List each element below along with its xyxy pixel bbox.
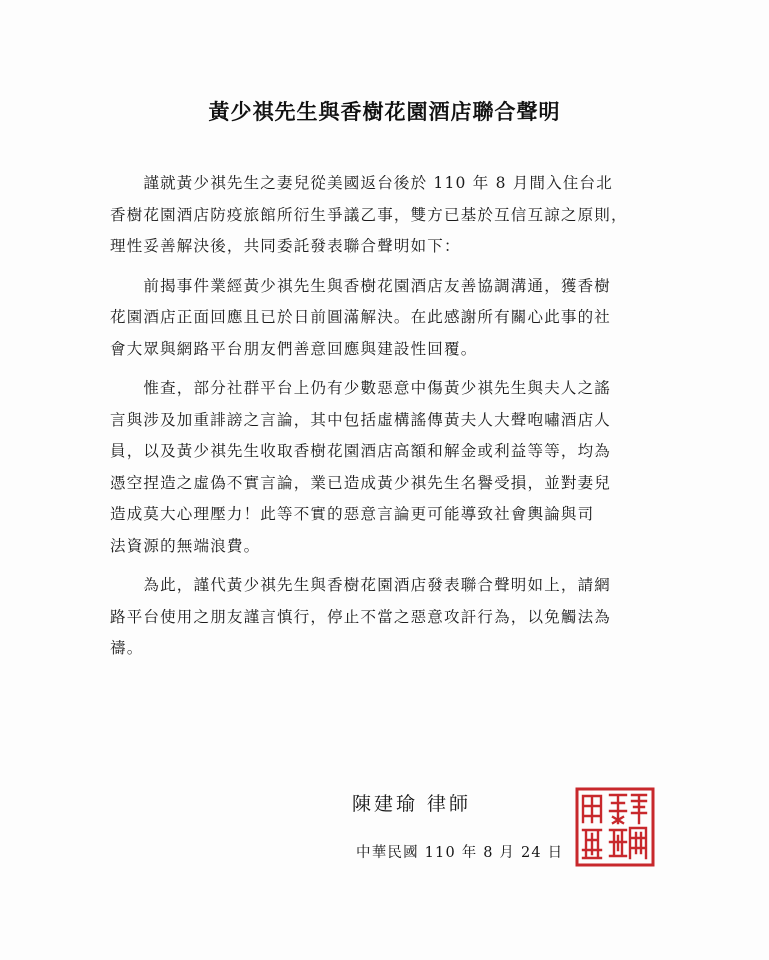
paragraph-line: 前揭事件業經黃少祺先生與香樹花園酒店友善協調溝通，獲香樹	[110, 276, 612, 295]
paragraph-line: 法資源的無端浪費。	[110, 536, 261, 555]
paragraph-line: 理性妥善解決後，共同委託發表聯合聲明如下：	[110, 237, 461, 255]
lawyer-seal-stamp	[574, 786, 656, 868]
paragraph-4	[110, 570, 685, 665]
seal-icon	[574, 786, 656, 868]
paragraph-line: 造成莫大心理壓力！此等不實的惡意言論更可能導致社會輿論與司	[110, 505, 595, 523]
paragraph-line: 香樹花園酒店防疫旅館所衍生爭議乙事，雙方已基於互信互諒之原則，	[110, 205, 628, 224]
signature-date: 中華民國 110 年 8 月 24 日	[356, 845, 564, 861]
paragraph-line: 為此，謹代黃少祺先生與香樹花園酒店發表聯合聲明如上，請網	[110, 576, 612, 594]
paragraph-line: 惟查，部分社群平台上仍有少數惡意中傷黃少祺先生與夫人之謠	[110, 379, 612, 397]
paragraph-3	[110, 373, 685, 562]
paragraph-line: 言與涉及加重誹謗之言論，其中包括虛構謠傳黃夫人大聲咆嘯酒店人	[110, 410, 612, 429]
document-title: 黃少祺先生與香樹花園酒店聯合聲明	[208, 99, 561, 124]
paragraph-line: 員，以及黃少祺先生收取香樹花園酒店高額和解金或利益等等，均為	[110, 442, 612, 460]
paragraph-2	[110, 271, 685, 366]
paragraph-1	[110, 168, 685, 263]
paragraph-line: 路平台使用之朋友謹言慎行，停止不當之惡意攻訐行為，以免觸法為	[110, 607, 612, 626]
paragraph-line: 會大眾與網路平台朋友們善意回應與建設性回覆。	[110, 339, 478, 358]
paragraph-line: 謹就黃少祺先生之妻兒從美國返台後於 110 年 8 月間入住台北	[110, 174, 613, 192]
paragraph-line: 禱。	[110, 639, 144, 657]
paragraph-line: 憑空捏造之虛偽不實言論，業已造成黃少祺先生名譽受損，並對妻兒	[110, 473, 612, 492]
signer-name: 陳建瑜 律師	[352, 793, 472, 815]
paragraph-line: 花園酒店正面回應且已於日前圓滿解決。在此感謝所有關心此事的社	[110, 308, 612, 326]
statement-body	[110, 168, 685, 673]
